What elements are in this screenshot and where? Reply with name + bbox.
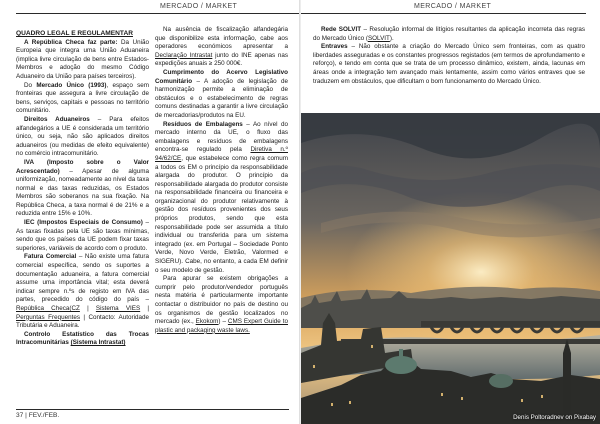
paragraph-packaging-waste: Resíduos de Embalagens – Ao nível do mercado interno da UE, o fluxo das embalagens e resíduos de embalagens encontra-se regulado pela Diretiva n.º 94/62/CE, que estabelece como regra comum a todos os EM o princípio da responsabilidade alargada do produtor. O princípio da responsabilidade alargada do produtor consiste na responsabilidade financeira ou financeira e organizacional do produtor relativamente à gestão dos resíduos provenientes dos seus próprios produtos, sendo que esta responsabilidade pode ser assumida a título individual ou transferida para um sistema integrado (ex. em Portugal – Sociedade Ponto Verde, Novo Verde, Eletrão, Valormed e SIGERU). Cabe, no entanto, a cada EM definir o seu modelo de gestão. [155,120,288,274]
paragraph-solvit: Rede SOLVIT – Resolução informal de litígios resultantes da aplicação incorreta das regras do Mercado Único (SOLVIT). [313,26,585,42]
paragraph-single-market: Do Mercado Único (1993), espaço sem fronteiras que assegura a livre circulação de bens, serviços, capitais e pessoas no território comunitário. [16,81,149,115]
paragraph-intrastat: Na ausência de fiscalização alfandegária que disponibilize esta informação, cabe aos operadores económicos apresentar a Declaração Intrastat junto do INE apenas nas expedições anuais ≥ 250 000€. [155,26,288,68]
paragraph-commercial-invoice: Fatura Comercial – Não existe uma fatura comercial específica, sendo os suportes a documentação aduaneira, a fatura comercial assume uma importância vital; esta deverá indicar sempre n.ºs de registo em IVA das partes, precedido do código do país – República Checa(CZ | Sistema VIES | Perguntas Frequentes | Contacto: Autoridade Tributária e Aduaneira. [16,253,149,330]
link-vies-system[interactable]: Sistema VIES [95,305,141,312]
text-column-1 [16,30,149,348]
paragraph-barriers: Entraves – Não obstante a criação do Mercado Único sem fronteiras, com as quatro liberdades asseguradas e os constantes progressos registados (em termos de aprofundamento e reforço), e tendo em conta que se trata de um processo dinâmico, existem, ainda, lacunas em áreas onde a integração tem avançado mais lentamente, assim como vários entraves que se traduzem em obstáculos, que dificultam o bom funcionamento do Mercado Único. [313,43,585,85]
link-solvit[interactable]: SOLVIT [367,34,390,42]
page-folio: 37 | FEV./FEB. [16,412,60,419]
paragraph-acquis: Cumprimento do Acervo Legislativo Comunitário – A adoção de legislação de harmonização permite a eliminação de obstáculos e o estabelecimento de regras comuns destinadas a garantir a livre circulação de mercadorias/produtos na EU. [155,68,288,119]
photo-illustration [301,113,600,424]
photo-credit: Denis Poltoradnev on Pixabay [513,414,596,421]
link-ekokom[interactable]: Ekokom [195,318,219,326]
link-faq[interactable]: Perguntas Frequentes [16,313,80,321]
left-page [0,0,299,424]
link-directive[interactable]: Diretiva n.º 94/62/CE [155,146,288,162]
intro-text [313,26,585,86]
running-head: MERCADO / MARKET [160,3,238,10]
paragraph-obligations: Para apurar se existem obrigações a cumprir pelo produtor/vendedor português nesta matéria é particularmente importante contactar o distribuidor no país de destino ou os organismos de gestão localizados no mercado (ex., Ekokom) – CMS Expert Guide to plastic and packaging waste laws. [155,275,288,334]
right-page [301,0,600,424]
text-column-2 [155,26,288,335]
paragraph-excise: IEC (Impostos Especiais de Consumo) – As taxas fixadas pela UE são taxas mínimas, sendo que os países da UE podem fixar taxas superiores, variáveis de acordo com o produto. [16,219,149,252]
header-rule [16,13,299,14]
paragraph-intrastat-heading: Controlo Estatístico das Trocas Intracomunitárias (Sistema Intrastat) [16,330,149,347]
link-intrastat-system[interactable]: (Sistema Intrastat) [70,339,126,347]
header-rule [301,13,586,14]
link-czech-republic[interactable]: República Checa(CZ [16,305,80,312]
running-head: MERCADO / MARKET [414,3,492,10]
link-cms-guide[interactable]: CMS Expert Guide to plastic and packaging waste laws. [155,318,288,334]
footer-rule [16,409,289,410]
section-title: QUADRO LEGAL E REGULAMENTAR [16,30,133,37]
paragraph-vat: IVA (Imposto sobre o Valor Acrescentado) – Apesar de alguma uniformização, nomeadamente ao nível da taxa normal e das taxas reduzidas, os Estados Membros são soberanos na sua fixação. Na República Checa, a taxa normal é de 21% e a reduzida entre 15% e 10%. [16,158,149,218]
paragraph-czech-membership: A República Checa faz parte: Da União Europeia que integra uma União Aduaneira (implica livre circulação de bens entre Estados-Membros e adoção do mesmo Código Aduaneiro da União para países terceiros). [16,38,149,80]
link-intrastat-declaration[interactable]: Declaração Intrastat [155,51,213,59]
prague-photo [301,113,600,424]
paragraph-customs-duties: Direitos Aduaneiros – Para efeitos alfandegários a UE é considerada um território único, ou seja, não são aplicados direitos aduaneiros (ou medidas de efeito equivalente) no comércio intracomunitário. [16,115,149,158]
